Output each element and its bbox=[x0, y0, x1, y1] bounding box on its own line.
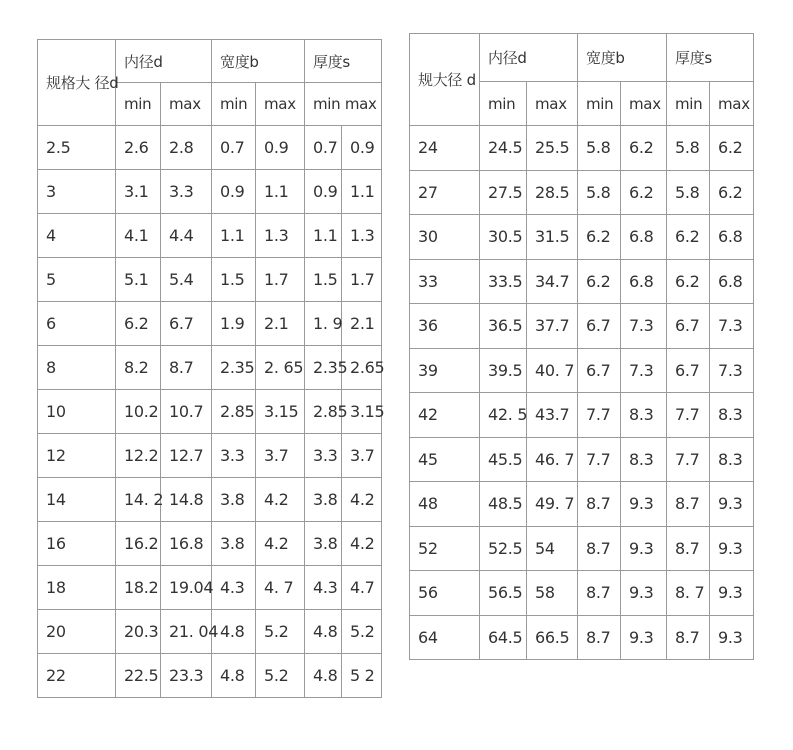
table-row bbox=[410, 437, 754, 482]
spec-cell: 45 bbox=[410, 437, 480, 482]
value-cell: 2.65 bbox=[342, 346, 382, 390]
thickness-header: 厚度s bbox=[667, 34, 754, 82]
value-cell: 21. 04 bbox=[161, 610, 212, 654]
spec-cell: 8 bbox=[38, 346, 116, 390]
table-row bbox=[38, 346, 382, 390]
value-cell: 8.7 bbox=[667, 615, 710, 660]
value-cell: 22.5 bbox=[116, 654, 161, 698]
left-spec-table bbox=[37, 39, 385, 698]
table-row bbox=[38, 610, 382, 654]
value-cell: 3.8 bbox=[305, 478, 342, 522]
spec-cell: 10 bbox=[38, 390, 116, 434]
value-cell: 2.35 bbox=[212, 346, 256, 390]
table-row bbox=[38, 434, 382, 478]
value-cell: 8.7 bbox=[667, 526, 710, 571]
value-cell: 1.1 bbox=[342, 170, 382, 214]
value-cell: 4.3 bbox=[212, 566, 256, 610]
max-header: max bbox=[527, 82, 578, 126]
value-cell: 4.8 bbox=[212, 610, 256, 654]
value-cell: 66.5 bbox=[527, 615, 578, 660]
min-header: min bbox=[212, 83, 256, 126]
value-cell: 54 bbox=[527, 526, 578, 571]
value-cell: 9.3 bbox=[621, 615, 667, 660]
spec-cell: 18 bbox=[38, 566, 116, 610]
value-cell: 4.2 bbox=[256, 522, 305, 566]
value-cell: 3.8 bbox=[212, 522, 256, 566]
value-cell: 45.5 bbox=[480, 437, 527, 482]
spec-cell: 24 bbox=[410, 126, 480, 171]
value-cell: 10.7 bbox=[161, 390, 212, 434]
value-cell: 5.8 bbox=[667, 126, 710, 171]
value-cell: 5 2 bbox=[342, 654, 382, 698]
value-cell: 3.15 bbox=[342, 390, 382, 434]
value-cell: 9.3 bbox=[710, 482, 754, 527]
value-cell: 3.7 bbox=[256, 434, 305, 478]
value-cell: 36.5 bbox=[480, 304, 527, 349]
spec-cell: 5 bbox=[38, 258, 116, 302]
value-cell: 8. 7 bbox=[667, 571, 710, 616]
spec-cell: 33 bbox=[410, 259, 480, 304]
spec-cell: 6 bbox=[38, 302, 116, 346]
table-row bbox=[38, 214, 382, 258]
value-cell: 25.5 bbox=[527, 126, 578, 171]
value-cell: 6.2 bbox=[621, 170, 667, 215]
value-cell: 49. 7 bbox=[527, 482, 578, 527]
spec-header: 规格大 径d bbox=[38, 40, 116, 126]
table-row bbox=[38, 566, 382, 610]
value-cell: 5.8 bbox=[578, 126, 621, 171]
value-cell: 4. 7 bbox=[256, 566, 305, 610]
spec-cell: 52 bbox=[410, 526, 480, 571]
value-cell: 4.8 bbox=[305, 610, 342, 654]
value-cell: 10.2 bbox=[116, 390, 161, 434]
value-cell: 1.7 bbox=[342, 258, 382, 302]
value-cell: 7.3 bbox=[710, 348, 754, 393]
value-cell: 6.2 bbox=[116, 302, 161, 346]
value-cell: 39.5 bbox=[480, 348, 527, 393]
value-cell: 4.1 bbox=[116, 214, 161, 258]
header-row-groups bbox=[410, 34, 754, 82]
value-cell: 3.7 bbox=[342, 434, 382, 478]
value-cell: 6.7 bbox=[578, 348, 621, 393]
value-cell: 6.7 bbox=[578, 304, 621, 349]
header-row-groups bbox=[38, 40, 382, 83]
value-cell: 7.7 bbox=[667, 437, 710, 482]
value-cell: 8.7 bbox=[578, 571, 621, 616]
min-header: min bbox=[667, 82, 710, 126]
thickness-header: 厚度s bbox=[305, 40, 382, 83]
value-cell: 3.3 bbox=[212, 434, 256, 478]
min-header: min bbox=[480, 82, 527, 126]
value-cell: 14.8 bbox=[161, 478, 212, 522]
inner-diameter-header: 内径d bbox=[116, 40, 212, 83]
value-cell: 5.8 bbox=[667, 170, 710, 215]
value-cell: 1.5 bbox=[212, 258, 256, 302]
table-row bbox=[410, 304, 754, 349]
value-cell: 2.1 bbox=[342, 302, 382, 346]
value-cell: 3.8 bbox=[212, 478, 256, 522]
value-cell: 1.3 bbox=[256, 214, 305, 258]
value-cell: 6.2 bbox=[667, 259, 710, 304]
value-cell: 1.1 bbox=[256, 170, 305, 214]
value-cell: 6.8 bbox=[710, 215, 754, 260]
value-cell: 14. 2 bbox=[116, 478, 161, 522]
value-cell: 7.7 bbox=[578, 393, 621, 438]
min-header: min bbox=[578, 82, 621, 126]
value-cell: 43.7 bbox=[527, 393, 578, 438]
max-header: max bbox=[621, 82, 667, 126]
value-cell: 31.5 bbox=[527, 215, 578, 260]
value-cell: 33.5 bbox=[480, 259, 527, 304]
value-cell: 3.8 bbox=[305, 522, 342, 566]
value-cell: 7.3 bbox=[621, 304, 667, 349]
value-cell: 48.5 bbox=[480, 482, 527, 527]
value-cell: 6.2 bbox=[578, 259, 621, 304]
table-row bbox=[410, 526, 754, 571]
value-cell: 58 bbox=[527, 571, 578, 616]
value-cell: 7.3 bbox=[710, 304, 754, 349]
value-cell: 6.7 bbox=[161, 302, 212, 346]
spec-cell: 30 bbox=[410, 215, 480, 260]
spec-cell: 16 bbox=[38, 522, 116, 566]
value-cell: 4.7 bbox=[342, 566, 382, 610]
spec-cell: 12 bbox=[38, 434, 116, 478]
value-cell: 2.35 bbox=[305, 346, 342, 390]
table-row bbox=[38, 390, 382, 434]
value-cell: 8.7 bbox=[161, 346, 212, 390]
spec-header: 规大径 d bbox=[410, 34, 480, 126]
spec-cell: 42 bbox=[410, 393, 480, 438]
value-cell: 8.7 bbox=[578, 482, 621, 527]
table-row bbox=[410, 615, 754, 660]
value-cell: 0.9 bbox=[342, 126, 382, 170]
value-cell: 46. 7 bbox=[527, 437, 578, 482]
value-cell: 30.5 bbox=[480, 215, 527, 260]
value-cell: 2.6 bbox=[116, 126, 161, 170]
value-cell: 2.85 bbox=[305, 390, 342, 434]
value-cell: 7.7 bbox=[667, 393, 710, 438]
value-cell: 7.3 bbox=[621, 348, 667, 393]
value-cell: 56.5 bbox=[480, 571, 527, 616]
value-cell: 16.2 bbox=[116, 522, 161, 566]
value-cell: 8.3 bbox=[710, 437, 754, 482]
min-header: min bbox=[116, 83, 161, 126]
value-cell: 0.7 bbox=[212, 126, 256, 170]
spec-cell: 36 bbox=[410, 304, 480, 349]
value-cell: 27.5 bbox=[480, 170, 527, 215]
spec-cell: 48 bbox=[410, 482, 480, 527]
table-row bbox=[410, 126, 754, 171]
table-row bbox=[38, 522, 382, 566]
width-header: 宽度b bbox=[212, 40, 305, 83]
value-cell: 6.2 bbox=[621, 126, 667, 171]
table-row bbox=[38, 170, 382, 214]
table-row bbox=[410, 482, 754, 527]
value-cell: 1.7 bbox=[256, 258, 305, 302]
value-cell: 3.3 bbox=[161, 170, 212, 214]
value-cell: 9.3 bbox=[710, 571, 754, 616]
value-cell: 5.2 bbox=[342, 610, 382, 654]
max-header: max bbox=[161, 83, 212, 126]
width-header: 宽度b bbox=[578, 34, 667, 82]
value-cell: 37.7 bbox=[527, 304, 578, 349]
value-cell: 6.2 bbox=[667, 215, 710, 260]
table-row bbox=[38, 126, 382, 170]
spec-cell: 27 bbox=[410, 170, 480, 215]
value-cell: 9.3 bbox=[710, 526, 754, 571]
spec-cell: 2.5 bbox=[38, 126, 116, 170]
value-cell: 9.3 bbox=[621, 526, 667, 571]
right-spec-table bbox=[409, 33, 754, 660]
value-cell: 24.5 bbox=[480, 126, 527, 171]
value-cell: 8.7 bbox=[667, 482, 710, 527]
value-cell: 34.7 bbox=[527, 259, 578, 304]
value-cell: 4.2 bbox=[342, 522, 382, 566]
value-cell: 6.2 bbox=[710, 170, 754, 215]
table-row bbox=[410, 348, 754, 393]
value-cell: 9.3 bbox=[621, 482, 667, 527]
value-cell: 9.3 bbox=[710, 615, 754, 660]
value-cell: 9.3 bbox=[621, 571, 667, 616]
table-row bbox=[410, 571, 754, 616]
value-cell: 6.7 bbox=[667, 348, 710, 393]
value-cell: 5.2 bbox=[256, 654, 305, 698]
value-cell: 5.2 bbox=[256, 610, 305, 654]
table-row bbox=[38, 478, 382, 522]
spec-cell: 14 bbox=[38, 478, 116, 522]
value-cell: 4.3 bbox=[305, 566, 342, 610]
value-cell: 6.8 bbox=[621, 259, 667, 304]
value-cell: 3.3 bbox=[305, 434, 342, 478]
value-cell: 8.3 bbox=[621, 437, 667, 482]
value-cell: 6.8 bbox=[621, 215, 667, 260]
value-cell: 40. 7 bbox=[527, 348, 578, 393]
value-cell: 6.7 bbox=[667, 304, 710, 349]
value-cell: 5.1 bbox=[116, 258, 161, 302]
value-cell: 4.8 bbox=[305, 654, 342, 698]
value-cell: 2. 65 bbox=[256, 346, 305, 390]
value-cell: 4.2 bbox=[256, 478, 305, 522]
max-header: max bbox=[710, 82, 754, 126]
value-cell: 5.4 bbox=[161, 258, 212, 302]
value-cell: 2.8 bbox=[161, 126, 212, 170]
value-cell: 8.7 bbox=[578, 526, 621, 571]
value-cell: 2.1 bbox=[256, 302, 305, 346]
value-cell: 3.1 bbox=[116, 170, 161, 214]
value-cell: 52.5 bbox=[480, 526, 527, 571]
spec-cell: 39 bbox=[410, 348, 480, 393]
value-cell: 4.8 bbox=[212, 654, 256, 698]
value-cell: 1.1 bbox=[212, 214, 256, 258]
value-cell: 4.4 bbox=[161, 214, 212, 258]
table-row bbox=[410, 393, 754, 438]
value-cell: 16.8 bbox=[161, 522, 212, 566]
spec-cell: 4 bbox=[38, 214, 116, 258]
value-cell: 64.5 bbox=[480, 615, 527, 660]
value-cell: 6.2 bbox=[710, 126, 754, 171]
min-max-header: min max bbox=[305, 83, 382, 126]
value-cell: 18.2 bbox=[116, 566, 161, 610]
value-cell: 1.5 bbox=[305, 258, 342, 302]
value-cell: 8.3 bbox=[710, 393, 754, 438]
value-cell: 7.7 bbox=[578, 437, 621, 482]
spec-cell: 64 bbox=[410, 615, 480, 660]
spec-cell: 22 bbox=[38, 654, 116, 698]
value-cell: 1.9 bbox=[212, 302, 256, 346]
value-cell: 20.3 bbox=[116, 610, 161, 654]
value-cell: 19.04 bbox=[161, 566, 212, 610]
table-row bbox=[410, 170, 754, 215]
spec-cell: 3 bbox=[38, 170, 116, 214]
max-header: max bbox=[256, 83, 305, 126]
table-row bbox=[410, 259, 754, 304]
value-cell: 0.9 bbox=[305, 170, 342, 214]
value-cell: 1.3 bbox=[342, 214, 382, 258]
value-cell: 42. 5 bbox=[480, 393, 527, 438]
table-row bbox=[38, 654, 382, 698]
value-cell: 5.8 bbox=[578, 170, 621, 215]
value-cell: 4.2 bbox=[342, 478, 382, 522]
value-cell: 23.3 bbox=[161, 654, 212, 698]
value-cell: 1.1 bbox=[305, 214, 342, 258]
value-cell: 12.2 bbox=[116, 434, 161, 478]
value-cell: 0.7 bbox=[305, 126, 342, 170]
table-row bbox=[38, 302, 382, 346]
value-cell: 6.2 bbox=[578, 215, 621, 260]
inner-diameter-header: 内径d bbox=[480, 34, 578, 82]
value-cell: 28.5 bbox=[527, 170, 578, 215]
value-cell: 0.9 bbox=[256, 126, 305, 170]
value-cell: 8.2 bbox=[116, 346, 161, 390]
value-cell: 3.15 bbox=[256, 390, 305, 434]
spec-cell: 56 bbox=[410, 571, 480, 616]
value-cell: 0.9 bbox=[212, 170, 256, 214]
value-cell: 6.8 bbox=[710, 259, 754, 304]
value-cell: 8.7 bbox=[578, 615, 621, 660]
value-cell: 1. 9 bbox=[305, 302, 342, 346]
value-cell: 2.85 bbox=[212, 390, 256, 434]
table-row bbox=[410, 215, 754, 260]
table-row bbox=[38, 258, 382, 302]
spec-cell: 20 bbox=[38, 610, 116, 654]
value-cell: 12.7 bbox=[161, 434, 212, 478]
value-cell: 8.3 bbox=[621, 393, 667, 438]
